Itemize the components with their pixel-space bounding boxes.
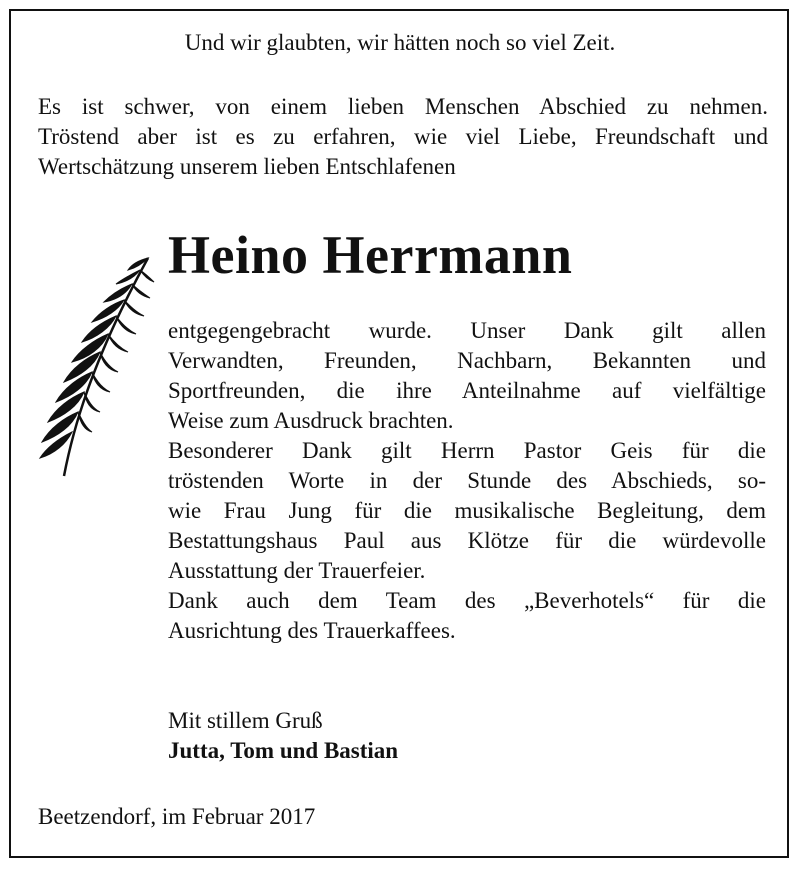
intro-line: Es ist schwer, von einem lieben Menschen Abschied zu nehmen. — [38, 94, 768, 119]
thanks-line: wie Frau Jung für die musikalische Begleitung, dem — [168, 498, 766, 523]
thanks-line: Dank auch dem Team des „Beverhotels“ für die — [168, 588, 766, 613]
signers: Jutta, Tom und Bastian — [168, 738, 399, 763]
intro-paragraph — [38, 92, 768, 182]
deceased-name: Heino Herrmann — [168, 225, 573, 285]
intro-line: Wertschätzung unserem lieben Entschlafenen — [38, 154, 456, 179]
thanks-line: Verwandten, Freunden, Nachbarn, Bekannten und — [168, 348, 766, 373]
thanks-line: Ausstattung der Trauerfeier. — [168, 558, 426, 583]
thanks-line: Besonderer Dank gilt Herrn Pastor Geis für die — [168, 438, 766, 463]
motto: Und wir glaubten, wir hätten noch so viel Zeit. — [184, 30, 616, 55]
greeting: Mit stillem Gruß — [168, 708, 323, 733]
thanks-line: tröstenden Worte in der Stunde des Abschieds, so- — [168, 468, 766, 493]
thanks-line: Bestattungshaus Paul aus Klötze für die würdevolle — [168, 528, 766, 553]
thanks-paragraph — [168, 316, 766, 646]
thanks-line: Ausrichtung des Trauerkaffees. — [168, 618, 456, 643]
palm-leaf-icon — [28, 244, 158, 484]
thanks-line: Weise zum Ausdruck brachten. — [168, 408, 454, 433]
thanks-line: Sportfreunden, die ihre Anteilnahme auf vielfältige — [168, 378, 766, 403]
place-date: Beetzendorf, im Februar 2017 — [38, 804, 316, 829]
thanks-line: entgegengebracht wurde. Unser Dank gilt allen — [168, 318, 766, 343]
intro-line: Tröstend aber ist es zu erfahren, wie viel Liebe, Freundschaft und — [38, 124, 768, 149]
closing — [168, 706, 398, 766]
